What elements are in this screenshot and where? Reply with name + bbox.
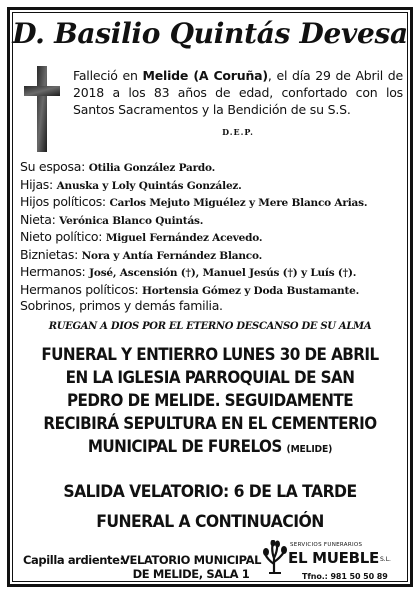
chapel-location: VELATORIO MUNICIPAL DE MELIDE, SALA 1 [120,553,262,581]
funeral-line-4: RECIBIRÁ SEPULTURA EN EL CEMENTERIO [43,414,377,433]
funeral-home-logo [262,540,402,584]
family-row-hermanos-politicos: Hermanos políticos: Hortensia Gómez y Doda Bustamante. [20,281,360,297]
funeral-line-2: EN LA IGLESIA PARROQUIAL DE SAN [65,368,355,387]
funeral-location-note: (MELIDE) [286,444,333,455]
funeral-announcement [28,343,392,461]
funeral-line-5: MUNICIPAL DE FURELOS (MELIDE) [87,437,333,456]
family-row-hermanos: Hermanos: José, Ascensión (†), Manuel Jesús (†) y Luís (†). [20,264,357,279]
family-row-biznietas: Biznietas: Nora y Antía Fernández Blanco. [20,246,263,262]
family-list [20,157,410,315]
dep-abbreviation: D.E.P. [222,127,254,137]
death-notice-text: Falleció en Melide (A Coruña), el día 29 de Abril de 2018 a los 83 años de edad, confortado con los Santos Sacramentos y la Bendición de su S.S. [73,68,403,117]
family-row-sobrinos: Sobrinos, primos y demás familia. [20,298,223,313]
family-row-hijos-politicos: Hijos políticos: Carlos Mejuto Miguélez y Mere Blanco Arias. [20,194,368,209]
logo-name: EL MUEBLE [288,549,379,567]
prayer-request: RUEGAN A DIOS POR EL ETERNO DESCANSO DE SU ALMA [48,321,372,332]
logo-suffix: S.L. [380,556,391,563]
deceased-name: D. Basilio Quintás Devesa [12,17,408,50]
death-place: Melide (A Coruña) [142,68,268,83]
chapel-label: Capilla ardiente: [23,553,124,567]
logo-phone: Tfno.: 981 50 50 89 [302,572,388,581]
funeral-line-1: FUNERAL Y ENTIERRO LUNES 30 DE ABRIL [41,345,379,364]
cypress-tree-icon [262,540,288,574]
family-row-esposa: Su esposa: Otilia González Pardo. [20,159,216,174]
cross-icon [24,66,60,152]
funeral-line-3: PEDRO DE MELIDE. SEGUIDAMENTE [66,391,354,410]
family-row-hijas: Hijas: Anuska y Loly Quintás González. [20,176,242,192]
funeral-follows: FUNERAL A CONTINUACIÓN [96,512,324,532]
wake-departure: SALIDA VELATORIO: 6 DE LA TARDE [63,482,357,502]
logo-tagline: SERVICIOS FUNERARIOS [290,542,363,548]
family-row-nieto-politico: Nieto político: Miguel Fernández Acevedo. [20,229,263,244]
family-row-nieta: Nieta: Verónica Blanco Quintás. [20,211,204,227]
